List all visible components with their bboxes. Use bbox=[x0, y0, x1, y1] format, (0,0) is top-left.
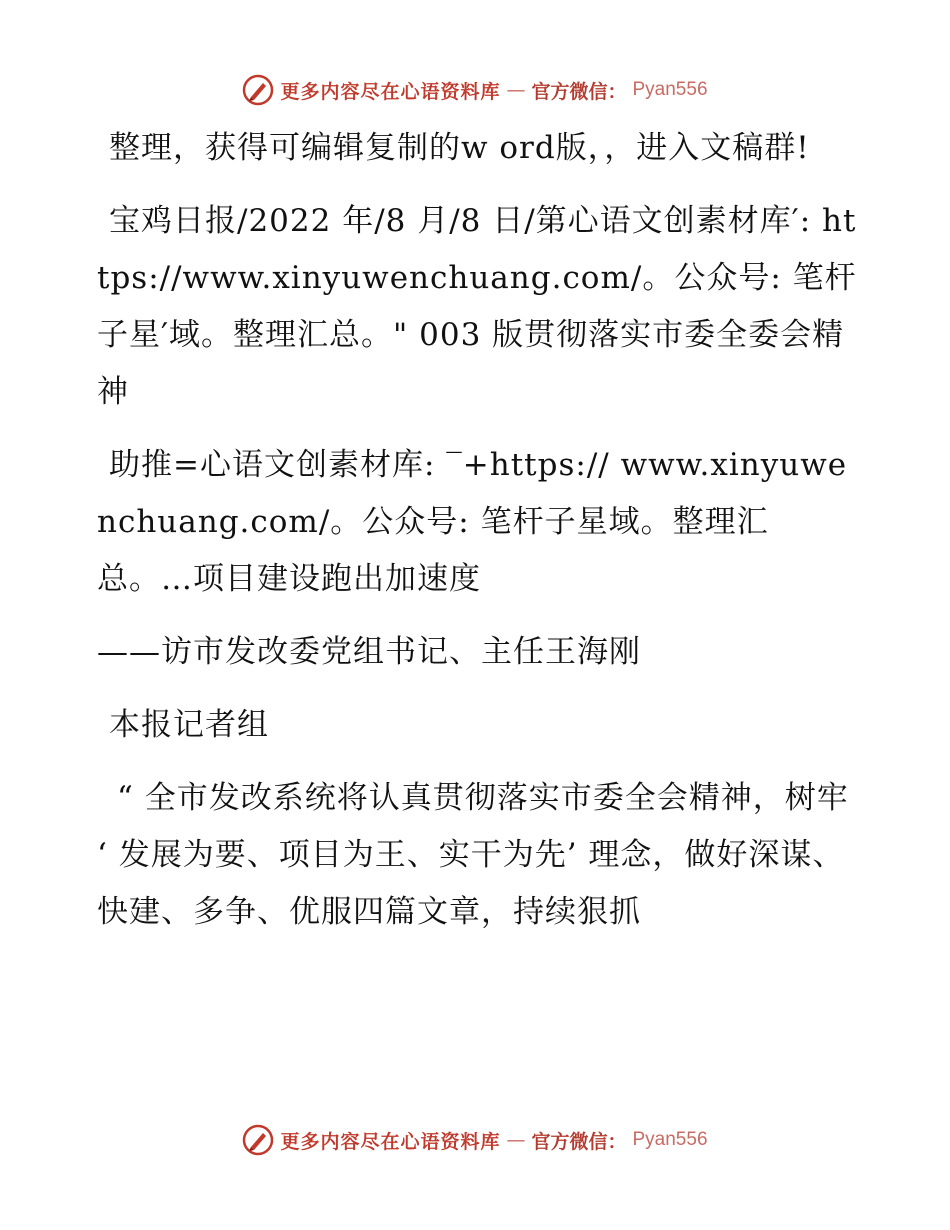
watermark-separator: — bbox=[506, 79, 526, 101]
document-body bbox=[97, 120, 857, 957]
footer-watermark bbox=[0, 1120, 950, 1160]
watermark-text: 更多内容尽在心语资料库 bbox=[280, 1130, 501, 1153]
paragraph-intro: 整理，获得可编辑复制的w ord版，，进入文稿群! bbox=[109, 130, 810, 166]
watermark-label: 官方微信： bbox=[531, 1130, 627, 1153]
watermark-separator: — bbox=[506, 1129, 526, 1151]
paragraph-body: “ 全市发改系统将认真贯彻落实市委全会精神，树牢 ‘ 发展为要、项目为王、实干为先’ 理念，做好深谋、快建、多争、优服四篇文章，持续狠抓 bbox=[97, 780, 849, 930]
paragraph-source: 宝鸡日报/2022 年/8 月/8 日/第心语文创素材库′: https://www.xinyuwenchuang.com/。公众号: 笔杆子星′域。整理汇总。" 003 版贯彻落实市委全委会精神 bbox=[97, 203, 857, 410]
watermark-wechat-id: Pyan556 bbox=[632, 79, 708, 100]
paragraph-headline: 助推=心语文创素材库: ‾+https:// www.xinyuwenchuang.com/。公众号: 笔杆子星域。整理汇总。…项目建设跑出加速度 bbox=[97, 447, 848, 597]
header-watermark bbox=[0, 70, 950, 110]
watermark-wechat-id: Pyan556 bbox=[632, 1129, 708, 1150]
pen-logo-icon bbox=[242, 1124, 274, 1156]
paragraph-subtitle: ——访市发改委党组书记、主任王海刚 bbox=[97, 634, 641, 670]
paragraph-byline: 本报记者组 bbox=[109, 707, 269, 743]
watermark-label: 官方微信： bbox=[531, 80, 627, 103]
watermark-text: 更多内容尽在心语资料库 bbox=[280, 80, 501, 103]
pen-logo-icon bbox=[242, 74, 274, 106]
